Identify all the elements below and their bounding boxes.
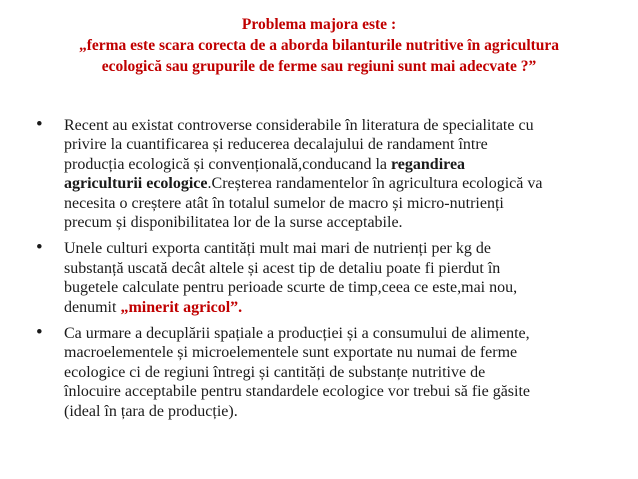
bullet-item-3 xyxy=(36,324,616,421)
bullet-1-bold-term-2: agriculturii ecologice xyxy=(64,175,208,193)
bullet-2-line-3: bugetele calculate pentru perioade scurte de timp,ceea ce este,mai nou, xyxy=(64,279,518,297)
bullet-2-line-2: substanță uscată decât altele și acest tip de detaliu poate fi pierdut în xyxy=(64,259,501,277)
bullet-3-line-5: (ideal în țara de producție). xyxy=(64,402,238,420)
bullet-2-line-4 xyxy=(64,298,616,317)
bullet-1-line-4 xyxy=(64,174,616,193)
bullet-1-bold-term: regandirea xyxy=(390,155,466,173)
bullet-3-line-4: înlocuire acceptabile pentru standardele ecologice vor trebui să fie găsite xyxy=(64,383,531,401)
bullet-3-line-1: Ca urmare a decuplării spațiale a producției și a consumului de alimente, xyxy=(64,325,530,343)
bullet-1-line-2: privire la cuantificarea și reducerea decalajului de randament între xyxy=(64,136,488,154)
bullet-2-line-1: Unele culturi exporta cantități mult mai mari de nutrienți per kg de xyxy=(64,240,491,258)
bullet-marker: • xyxy=(36,114,43,135)
bullet-1-line-4-text: .Creșterea randamentelor în agricultura ecologică va xyxy=(207,175,543,193)
bullet-2-line-4-text: denumit xyxy=(64,298,121,316)
bullet-1-line-3 xyxy=(64,155,616,174)
title-line-1: Problema majora este : xyxy=(241,16,397,33)
bullet-item-1 xyxy=(36,116,616,232)
bullet-1-line-3-text: producția ecologică și convențională,conducand la xyxy=(64,155,391,173)
bullet-1-line-1: Recent au existat controverse considerabile în literatura de specialitate cu xyxy=(64,117,534,134)
bullet-marker: • xyxy=(36,322,43,344)
title-line-2: „ferma este scara corecta de a aborda bilanturile nutritive în agricultura xyxy=(78,37,560,54)
bullet-item-2 xyxy=(36,239,616,317)
bullet-3-line-2: macroelementele și microelementele sunt exportate nu numai de ferme xyxy=(64,344,518,362)
bullet-1-line-5: necesita o creștere atât în totalul sumelor de macro și micro-nutrienți xyxy=(64,194,504,212)
slide-title xyxy=(20,14,618,77)
bullet-1-line-6: precum și disponibilitatea lor de la surse acceptabile. xyxy=(64,214,403,232)
bullet-list xyxy=(36,116,616,428)
bullet-marker: • xyxy=(36,237,43,259)
bullet-2-highlight-term: „minerit agricol”. xyxy=(120,298,243,316)
bullet-3-line-3: ecologice ci de regiuni întregi și cantități de substanțe nutritive de xyxy=(64,363,486,381)
title-line-3: ecologică sau grupurile de ferme sau regiuni sunt mai adecvate ?” xyxy=(101,58,537,75)
